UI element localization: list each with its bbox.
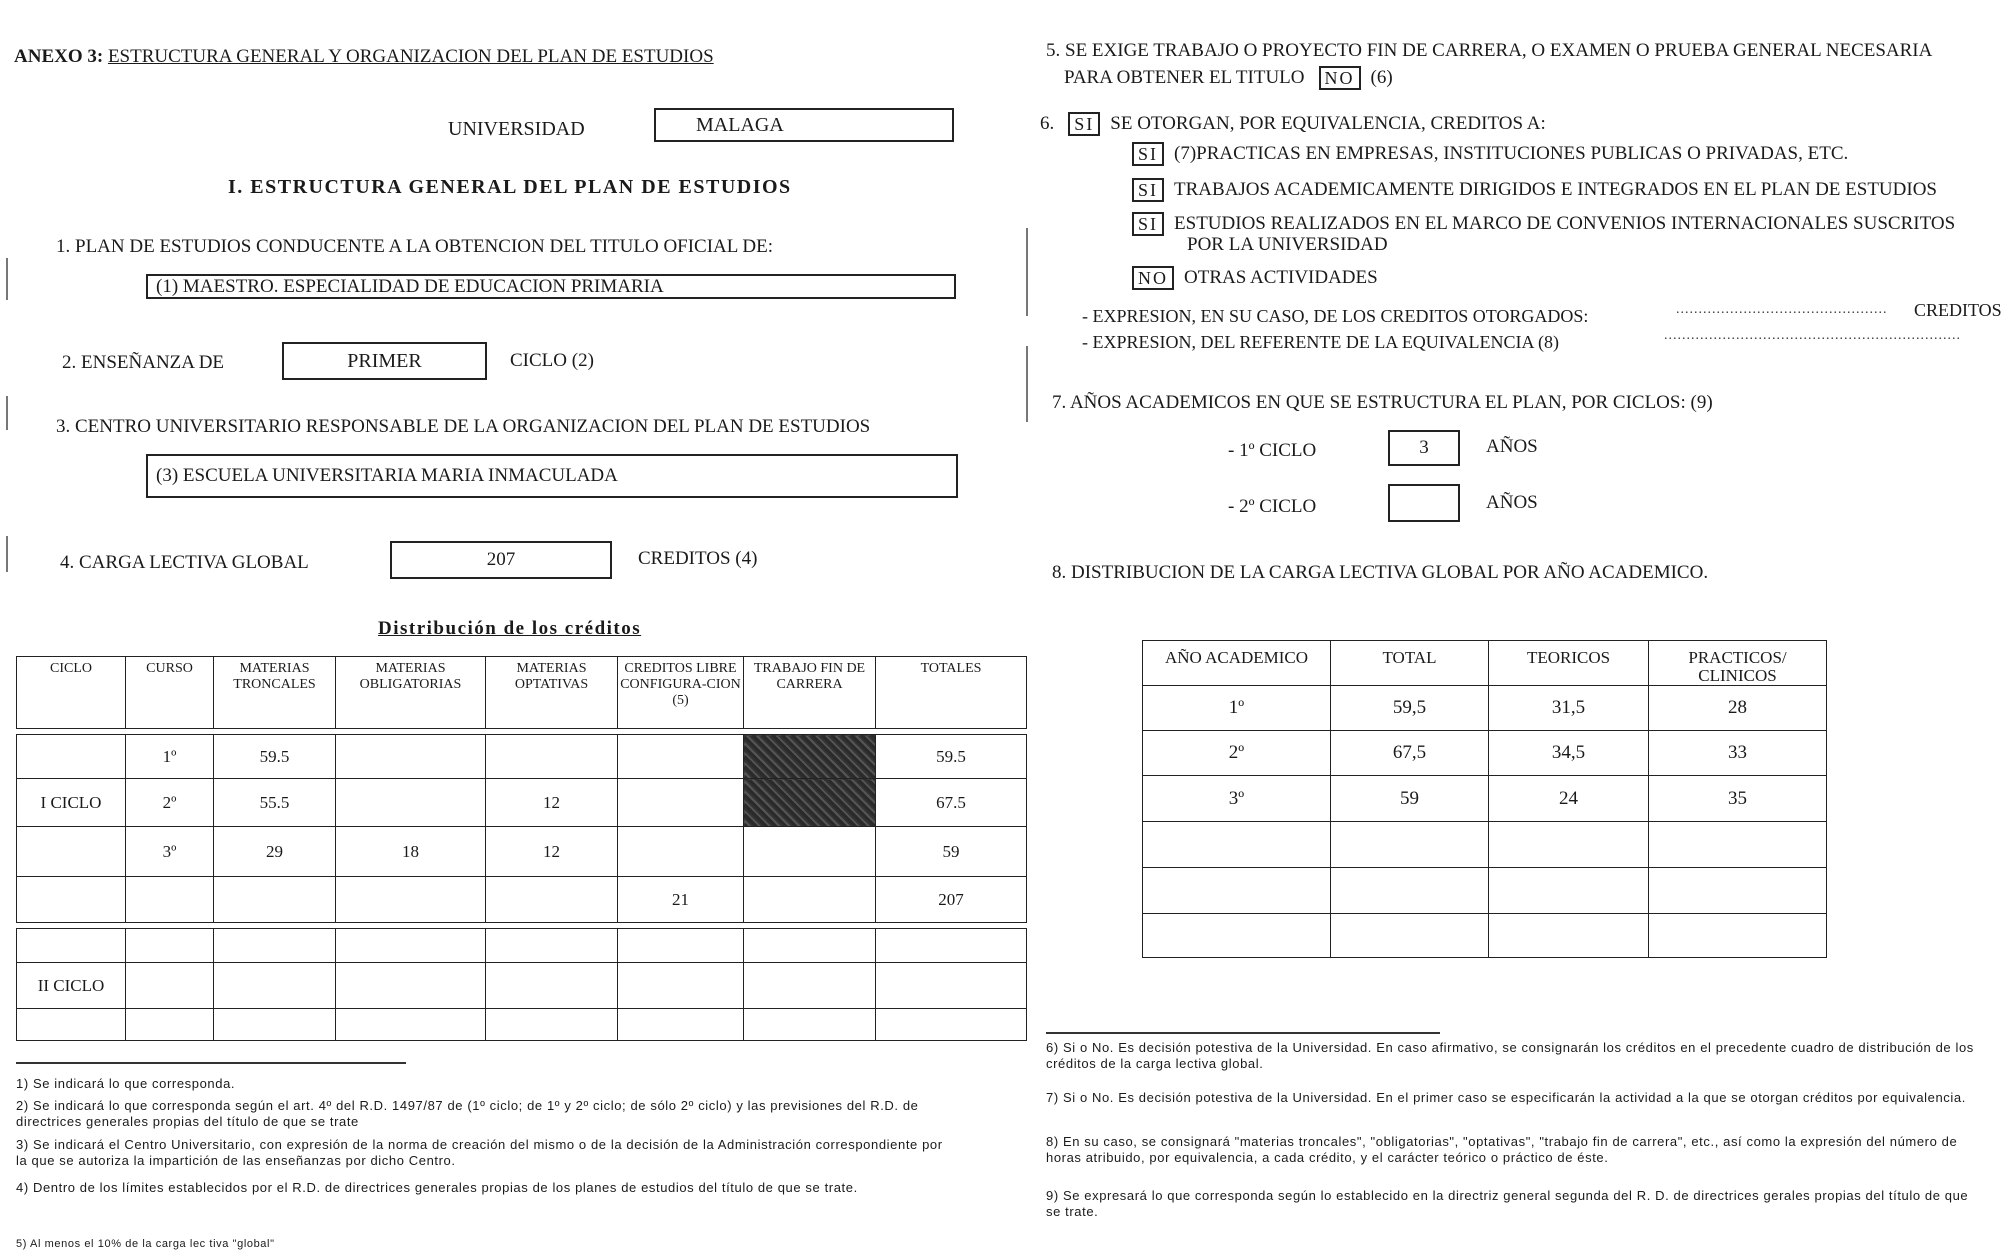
cell-totales: 59 — [876, 827, 1027, 877]
cell-optativas — [486, 735, 618, 779]
item6-text: SE OTORGAN, POR EQUIVALENCIA, CREDITOS A: — [1110, 113, 1546, 134]
cycle1-years-value: 3 — [1419, 437, 1429, 458]
cell-troncales — [214, 877, 336, 923]
expr1-dots: ............................................... — [1676, 302, 1888, 317]
option-text-continued: POR LA UNIVERSIDAD — [1187, 234, 1388, 255]
footnote-divider — [16, 1062, 406, 1064]
cell-optativas: 12 — [486, 779, 618, 827]
cycle1-label: I CICLO — [17, 779, 126, 827]
cell-troncales: 55.5 — [214, 779, 336, 827]
cell-troncales: 59.5 — [214, 735, 336, 779]
item2-value: PRIMER — [347, 349, 422, 372]
item2-field — [282, 342, 487, 380]
table-row — [17, 1009, 1027, 1041]
item4-suffix: CREDITOS (4) — [638, 548, 758, 569]
item1-value: (1) MAESTRO. ESPECIALIDAD DE EDUCACION PRIMARIA — [156, 275, 664, 297]
cell-optativas — [486, 877, 618, 923]
table-row — [17, 827, 1027, 877]
table-row — [1143, 868, 1827, 914]
cell-totales: 59.5 — [876, 735, 1027, 779]
footnote-5: 5) Al menos el 10% de la carga lec tiva "global" — [16, 1238, 275, 1250]
annex-prefix: ANEXO 3 — [14, 46, 97, 67]
cell-totales: 207 — [876, 877, 1027, 923]
option-answer-box: SI — [1132, 142, 1164, 166]
cycle1-label: - 1º CICLO — [1228, 440, 1317, 461]
header-year: AÑO ACADEMICO — [1143, 641, 1331, 686]
cell-obligatorias — [336, 779, 486, 827]
cell-year: 1º — [1143, 686, 1331, 731]
item5-label: PARA OBTENER EL TITULO — [1064, 67, 1305, 88]
shaded-cell — [744, 735, 876, 779]
credits-distribution-table — [16, 656, 1027, 1041]
cell-curso — [126, 877, 214, 923]
shaded-cell — [744, 779, 876, 827]
item5-note: (6) — [1370, 67, 1393, 88]
item7-label: 7. AÑOS ACADEMICOS EN QUE SE ESTRUCTURA EL PLAN, POR CICLOS: (9) — [1052, 392, 1713, 413]
cycle1-years-field — [1388, 430, 1460, 466]
table-row — [1143, 914, 1827, 958]
footnote-4: 4) Dentro de los límites establecidos por el R.D. de directrices generales propias de los planes de estudios del título de que se trate. — [16, 1180, 858, 1195]
cycle2-label: - 2º CICLO — [1228, 496, 1317, 517]
item2-suffix: CICLO (2) — [510, 350, 594, 371]
section-title: I. ESTRUCTURA GENERAL DEL PLAN DE ESTUDIOS — [228, 176, 792, 198]
option-answer-box: SI — [1132, 212, 1164, 236]
scan-edge-mark — [6, 536, 8, 572]
header-totales: TOTALES — [876, 657, 1027, 729]
scan-edge-mark — [1026, 228, 1028, 316]
cycle2-label: II CICLO — [17, 963, 126, 1009]
table-header-row — [1143, 641, 1827, 686]
cell-teoricos: 24 — [1489, 776, 1649, 822]
item2-label: 2. ENSEÑANZA DE — [62, 352, 225, 373]
item4-label: 4. CARGA LECTIVA GLOBAL — [60, 552, 309, 573]
cell-libre — [618, 779, 744, 827]
university-label: UNIVERSIDAD — [448, 118, 585, 140]
cell-obligatorias: 18 — [336, 827, 486, 877]
footnote-9: 9) Se expresará lo que corresponda según lo establecido en la directriz general segunda del R. D. de directrices gerales propias del título de que se trate. — [1046, 1188, 1969, 1219]
item3-label: 3. CENTRO UNIVERSITARIO RESPONSABLE DE LA ORGANIZACION DEL PLAN DE ESTUDIOS — [56, 416, 871, 437]
header-teoricos: TEORICOS — [1489, 641, 1649, 686]
university-field — [654, 108, 954, 142]
cell-practicos: 35 — [1649, 776, 1827, 822]
item4-value: 207 — [486, 549, 516, 570]
table-row — [1143, 686, 1827, 731]
cell-curso: 3º — [126, 827, 214, 877]
cycle1-years-unit: AÑOS — [1486, 436, 1538, 457]
item1-label: 1. PLAN DE ESTUDIOS CONDUCENTE A LA OBTENCION DEL TITULO OFICIAL DE: — [56, 236, 774, 257]
item6-number: 6. — [1040, 113, 1055, 134]
expr2-dots: .................................................................. — [1664, 328, 1961, 343]
option-text: OTRAS ACTIVIDADES — [1184, 267, 1378, 288]
option-row — [1132, 212, 1955, 236]
footnote-8: 8) En su caso, se consignará "materias troncales", "obligatorias", "optativas", "trabajo fin de carrera", etc., así como la expresión del número de horas atribuido, por equivalencia, a cada crédito, y el carácter teórico o práctico de éste. — [1046, 1134, 1958, 1165]
header-total: TOTAL — [1331, 641, 1489, 686]
cell-libre — [618, 827, 744, 877]
cycle2-years-field — [1388, 484, 1460, 522]
item3-field — [146, 454, 958, 498]
header-obligatorias: MATERIAS OBLIGATORIAS — [336, 657, 486, 729]
table-row — [1143, 822, 1827, 868]
university-value: MALAGA — [696, 113, 784, 136]
footnote-divider — [1046, 1032, 1440, 1034]
cell-curso: 2º — [126, 779, 214, 827]
item3-value: (3) ESCUELA UNIVERSITARIA MARIA INMACULADA — [156, 465, 618, 486]
table-row — [17, 963, 1027, 1009]
option-text: (7)PRACTICAS EN EMPRESAS, INSTITUCIONES PUBLICAS O PRIVADAS, ETC. — [1174, 143, 1849, 164]
footnote-7: 7) Si o No. Es decisión potestiva de la Universidad. En el primer caso se especificarán la actividad a la que se otorgan créditos por equivalencia. — [1046, 1090, 1966, 1105]
option-text: ESTUDIOS REALIZADOS EN EL MARCO DE CONVENIOS INTERNACIONALES SUSCRITOS — [1174, 213, 1956, 234]
header-ciclo: CICLO — [17, 657, 126, 729]
cell-optativas: 12 — [486, 827, 618, 877]
cell-troncales: 29 — [214, 827, 336, 877]
option-row — [1132, 142, 1848, 166]
annex-title: ESTRUCTURA GENERAL Y ORGANIZACION DEL PLAN DE ESTUDIOS — [107, 46, 714, 67]
cell-year: 3º — [1143, 776, 1331, 822]
header-libre: CREDITOS LIBRE CONFIGURA-CION (5) — [618, 657, 744, 729]
cell-obligatorias — [336, 877, 486, 923]
option-text: TRABAJOS ACADEMICAMENTE DIRIGIDOS E INTEGRADOS EN EL PLAN DE ESTUDIOS — [1174, 179, 1937, 200]
cell-teoricos: 34,5 — [1489, 731, 1649, 776]
item8-label: 8. DISTRIBUCION DE LA CARGA LECTIVA GLOBAL POR AÑO ACADEMICO. — [1052, 562, 1709, 583]
cell-curso: 1º — [126, 735, 214, 779]
header-troncales: MATERIAS TRONCALES — [214, 657, 336, 729]
cycle2-years-unit: AÑOS — [1486, 492, 1538, 513]
table-row — [1143, 776, 1827, 822]
item6-row — [1040, 112, 1546, 136]
option-answer-box: NO — [1132, 266, 1174, 290]
option-row — [1132, 266, 1378, 290]
item5-line1: 5. SE EXIGE TRABAJO O PROYECTO FIN DE CARRERA, O EXAMEN O PRUEBA GENERAL NECESARIA — [1046, 40, 1933, 61]
cell-total: 59 — [1331, 776, 1489, 822]
table-row — [17, 877, 1027, 923]
scan-edge-mark — [1026, 346, 1028, 422]
option-answer-box: SI — [1132, 178, 1164, 202]
table-row — [17, 735, 1027, 779]
footnote-3: 3) Se indicará el Centro Universitario, con expresión de la norma de creación del mismo o de la decisión de la Administración correspondiente por la que se autoriza la impartición de las enseñanzas por dicho Centro. — [16, 1137, 943, 1168]
table-row — [1143, 731, 1827, 776]
header-practicos: PRACTICOS/ CLINICOS — [1649, 641, 1827, 686]
footnote-1: 1) Se indicará lo que corresponda. — [16, 1076, 236, 1091]
item4-field — [390, 541, 612, 579]
cell-obligatorias — [336, 735, 486, 779]
expr1-label: - EXPRESION, EN SU CASO, DE LOS CREDITOS OTORGADOS: — [1082, 306, 1589, 326]
scan-edge-mark — [6, 258, 8, 300]
cell-year: 2º — [1143, 731, 1331, 776]
header-optativas: MATERIAS OPTATIVAS — [486, 657, 618, 729]
table-row — [17, 779, 1027, 827]
cell-teoricos: 31,5 — [1489, 686, 1649, 731]
cell-practicos: 33 — [1649, 731, 1827, 776]
distribution-title: Distribución de los créditos — [378, 618, 642, 639]
year-distribution-table — [1142, 640, 1827, 958]
item1-field — [146, 274, 956, 299]
item5-line2 — [1064, 66, 1393, 90]
footnote-6: 6) Si o No. Es decisión potestiva de la Universidad. En caso afirmativo, se consignarán los créditos en el precedente cuadro de distribución de los créditos de la carga lectiva global. — [1046, 1040, 1974, 1071]
table-row — [17, 929, 1027, 963]
item6-answer-box: SI — [1068, 112, 1100, 136]
expr2-label: - EXPRESION, DEL REFERENTE DE LA EQUIVALENCIA (8) — [1082, 332, 1559, 352]
cell-practicos: 28 — [1649, 686, 1827, 731]
cell-total: 59,5 — [1331, 686, 1489, 731]
header-trabajo: TRABAJO FIN DE CARRERA — [744, 657, 876, 729]
header-curso: CURSO — [126, 657, 214, 729]
table-header-row — [17, 657, 1027, 729]
option-row — [1132, 178, 1937, 202]
cell-totales: 67.5 — [876, 779, 1027, 827]
scan-edge-mark — [6, 396, 8, 430]
cell-total: 67,5 — [1331, 731, 1489, 776]
annex-heading: ANEXO 3: ESTRUCTURA GENERAL Y ORGANIZACION DEL PLAN DE ESTUDIOS — [14, 46, 714, 67]
expr1-suffix: CREDITOS — [1914, 300, 2002, 320]
cell-libre: 21 — [618, 877, 744, 923]
item5-answer-box: NO — [1319, 66, 1361, 90]
cell-libre — [618, 735, 744, 779]
footnote-2: 2) Se indicará lo que corresponda según el art. 4º del R.D. 1497/87 de (1º ciclo; de 1º y 2º ciclo; de sólo 2º ciclo) y las previsiones del R.D. de directrices generales propias del título de que se trate — [16, 1098, 919, 1129]
